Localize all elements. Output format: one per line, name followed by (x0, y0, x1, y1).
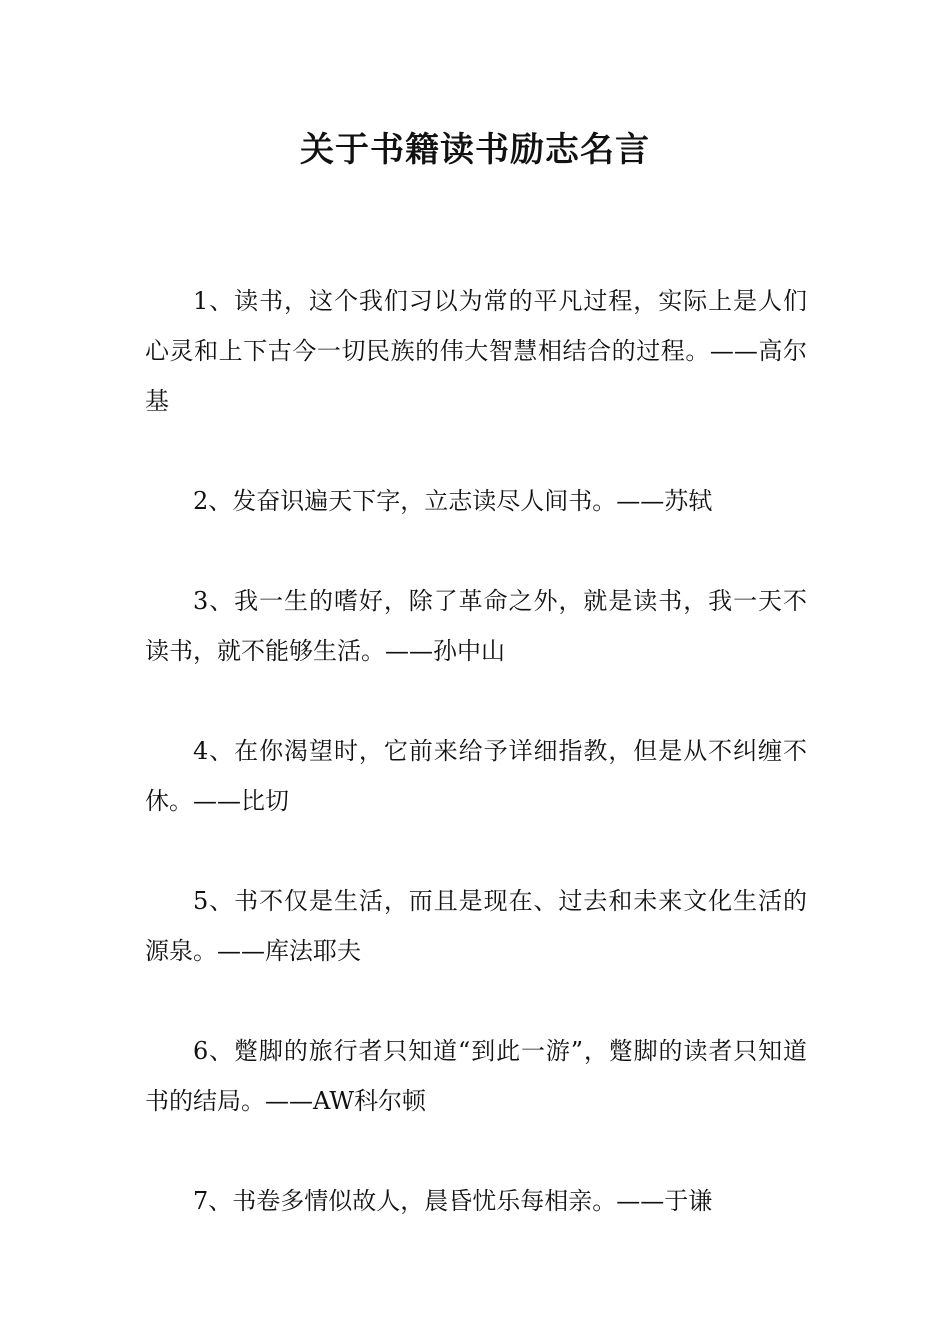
quote-item: 4、在你渴望时，它前来给予详细指教，但是从不纠缠不休。——比切 (145, 737, 807, 815)
document-title: 关于书籍读书励志名言 (300, 130, 650, 170)
quote-item: 7、书卷多情似故人，晨昏忧乐每相亲。——于谦 (193, 1187, 713, 1215)
quote-list (145, 276, 807, 1276)
quote-item: 2、发奋识遍天下字，立志读尽人间书。——苏轼 (193, 487, 713, 515)
quote-item: 6、蹩脚的旅行者只知道“到此一游”，蹩脚的读者只知道书的结局。——AW科尔顿 (145, 1037, 807, 1115)
quote-item: 3、我一生的嗜好，除了革命之外，就是读书，我一天不读书，就不能够生活。——孙中山 (145, 587, 807, 665)
quote-item: 1、读书，这个我们习以为常的平凡过程，实际上是人们心灵和上下古今一切民族的伟大智慧相结合的过程。——高尔基 (145, 287, 807, 415)
quote-item: 5、书不仅是生活，而且是现在、过去和未来文化生活的源泉。——库法耶夫 (145, 887, 807, 965)
